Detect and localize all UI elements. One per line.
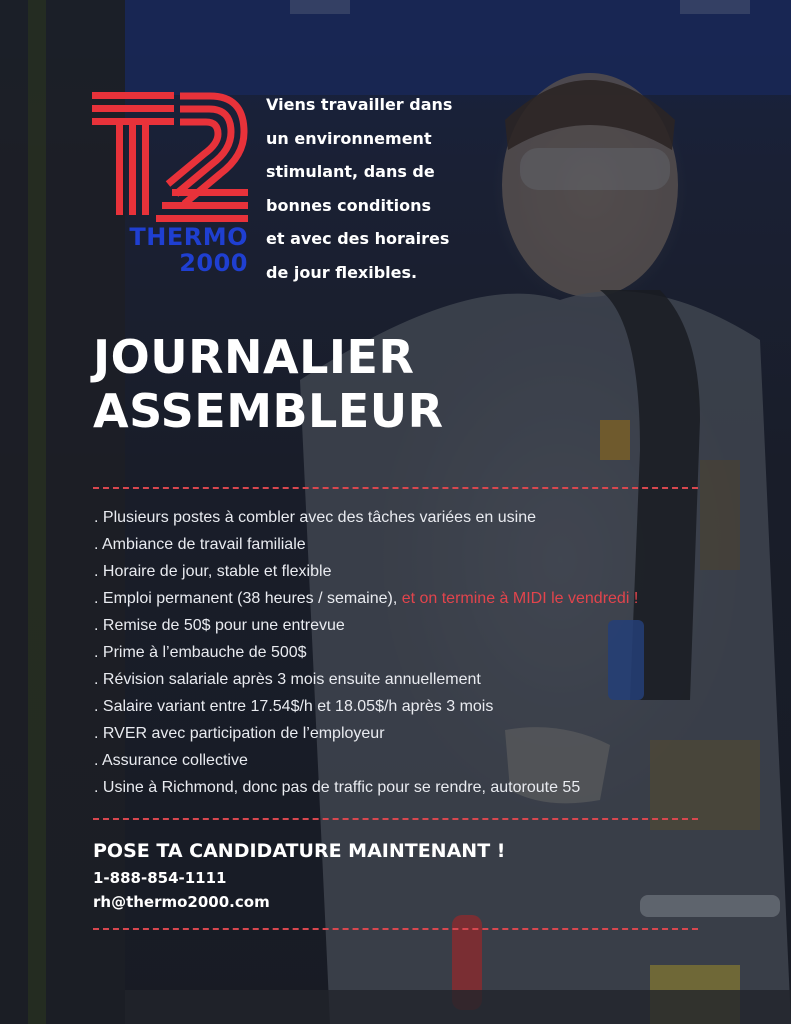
dashed-divider-middle	[93, 818, 698, 820]
intro-text	[266, 88, 496, 290]
benefit-item: . Usine à Richmond, donc pas de traffic pour se rendre, autoroute 55	[94, 779, 581, 796]
benefit-item: . Remise de 50$ pour une entrevue	[94, 617, 345, 634]
contact-email[interactable]: rh@thermo2000.com	[93, 893, 270, 911]
cta-heading: POSE TA CANDIDATURE MAINTENANT !	[93, 840, 506, 862]
benefit-item-permanent	[94, 585, 638, 612]
benefit-permanent-text: . Emploi permanent (38 heures / semaine),	[94, 590, 402, 607]
job-title	[93, 330, 444, 438]
logo-text-2000: 2000	[179, 249, 248, 277]
benefit-item: . Révision salariale après 3 mois ensuite annuellement	[94, 671, 481, 688]
benefit-item: . Assurance collective	[94, 752, 248, 769]
benefit-item: . Prime à l’embauche de 500$	[94, 644, 307, 661]
intro-line: bonnes conditions	[266, 195, 432, 215]
benefit-friday-highlight: et on termine à MIDI le vendredi !	[401, 590, 639, 607]
job-title-line: JOURNALIER	[93, 330, 415, 384]
intro-line: et avec des horaires	[266, 229, 450, 249]
intro-line: Viens travailler dans	[266, 95, 453, 114]
dashed-divider-top	[93, 487, 698, 489]
intro-line: stimulant, dans de	[266, 162, 435, 182]
contact-phone[interactable]: 1-888-854-1111	[93, 869, 227, 887]
intro-line: de jour flexibles.	[266, 262, 418, 282]
job-title-line: ASSEMBLEUR	[93, 384, 444, 438]
thermo2000-logo	[92, 92, 248, 278]
t2-logo-mark	[92, 92, 248, 222]
intro-line: un environnement	[266, 128, 432, 148]
benefit-item: . RVER avec participation de l’employeur	[94, 725, 385, 742]
dashed-divider-bottom	[93, 928, 698, 930]
logo-text-thermo: THERMO	[129, 223, 248, 251]
benefits-list	[94, 504, 638, 801]
benefit-item: . Salaire variant entre 17.54$/h et 18.05$/h après 3 mois	[94, 698, 494, 715]
benefit-item: . Horaire de jour, stable et flexible	[94, 563, 332, 580]
benefit-item: . Plusieurs postes à combler avec des tâches variées en usine	[94, 509, 537, 526]
benefit-item: . Ambiance de travail familiale	[94, 536, 306, 553]
